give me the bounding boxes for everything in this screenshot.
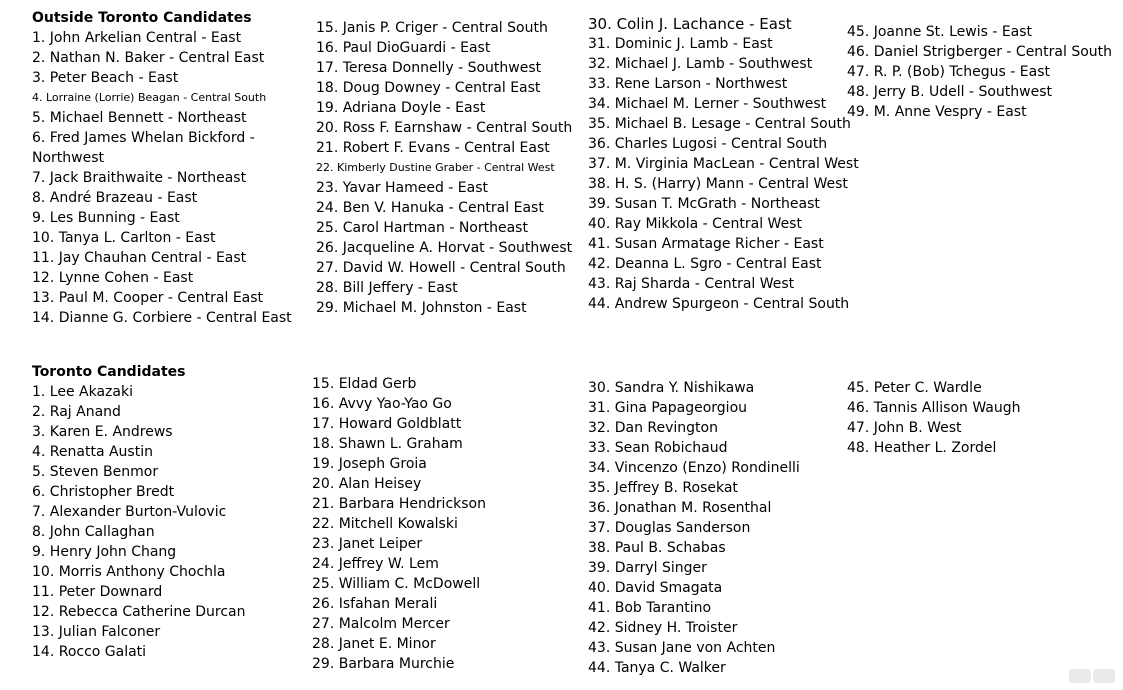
candidate-entry: 38. Paul B. Schabas — [588, 540, 726, 556]
candidate-entry: 8. John Callaghan — [32, 524, 155, 540]
outside-col-4 — [847, 22, 1113, 122]
candidate-entry: 13. Julian Falconer — [32, 624, 161, 640]
candidate-entry: 25. William C. McDowell — [312, 576, 481, 592]
candidate-entry: 48. Heather L. Zordel — [847, 440, 997, 456]
candidate-entry: 20. Ross F. Earnshaw - Central South — [316, 120, 573, 136]
candidate-entry: 1. John Arkelian Central - East — [32, 30, 242, 46]
candidate-entry: 24. Jeffrey W. Lem — [312, 556, 439, 572]
candidate-entry: 35. Jeffrey B. Rosekat — [588, 480, 738, 496]
candidate-entry: 44. Andrew Spurgeon - Central South — [588, 296, 850, 312]
candidate-entry: 43. Susan Jane von Achten — [588, 640, 776, 656]
candidate-entry: 22. Mitchell Kowalski — [312, 516, 458, 532]
candidate-entry: 34. Vincenzo (Enzo) Rondinelli — [588, 460, 800, 476]
candidate-entry: 20. Alan Heisey — [312, 476, 422, 492]
candidate-entry: 27. David W. Howell - Central South — [316, 260, 566, 276]
candidate-entry: 28. Janet E. Minor — [312, 636, 436, 652]
candidate-entry: 27. Malcolm Mercer — [312, 616, 450, 632]
outside-col-2 — [316, 18, 581, 318]
candidate-entry: 19. Joseph Groia — [312, 456, 427, 472]
candidate-entry: 24. Ben V. Hanuka - Central East — [316, 200, 544, 216]
candidate-entry: 43. Raj Sharda - Central West — [588, 276, 795, 292]
toronto-col-1 — [32, 382, 302, 662]
toronto-col-3 — [588, 378, 843, 678]
candidate-entry: 14. Dianne G. Corbiere - Central East — [32, 310, 292, 326]
candidate-entry: 12. Rebecca Catherine Durcan — [32, 604, 246, 620]
candidate-entry: 31. Gina Papageorgiou — [588, 400, 748, 416]
candidate-entry: 29. Barbara Murchie — [312, 656, 455, 672]
candidate-entry: 15. Janis P. Criger - Central South — [316, 20, 548, 36]
candidate-entry: 11. Peter Downard — [32, 584, 163, 600]
candidate-entry: 49. M. Anne Vespry - East — [847, 104, 1027, 120]
candidate-entry: 13. Paul M. Cooper - Central East — [32, 290, 264, 306]
candidate-entry: 45. Joanne St. Lewis - East — [847, 24, 1033, 40]
candidate-entry: 14. Rocco Galati — [32, 644, 147, 660]
outside-toronto-heading: Outside Toronto Candidates — [32, 10, 252, 26]
candidate-entry: 38. H. S. (Harry) Mann - Central West — [588, 176, 848, 192]
candidate-entry: 5. Michael Bennett - Northeast — [32, 110, 247, 126]
outside-col-3 — [588, 14, 859, 314]
outside-col-1 — [32, 28, 302, 328]
candidate-entry: 3. Peter Beach - East — [32, 70, 179, 86]
candidate-entry: 19. Adriana Doyle - East — [316, 100, 486, 116]
candidate-entry: 46. Tannis Allison Waugh — [847, 400, 1021, 416]
candidate-entry: 48. Jerry B. Udell - Southwest — [847, 84, 1052, 100]
candidate-entry: 7. Jack Braithwaite - Northeast — [32, 170, 247, 186]
candidate-entry: 47. R. P. (Bob) Tchegus - East — [847, 64, 1051, 80]
candidate-entry: 31. Dominic J. Lamb - East — [588, 36, 773, 52]
candidate-entry: 21. Barbara Hendrickson — [312, 496, 486, 512]
candidate-entry: 32. Dan Revington — [588, 420, 718, 436]
candidate-entry: 42. Sidney H. Troister — [588, 620, 738, 636]
candidate-entry: 7. Alexander Burton-Vulovic — [32, 504, 227, 520]
candidate-entry: 45. Peter C. Wardle — [847, 380, 982, 396]
candidate-entry: 1. Lee Akazaki — [32, 384, 133, 400]
candidate-entry: 3. Karen E. Andrews — [32, 424, 173, 440]
candidate-entry: 39. Darryl Singer — [588, 560, 707, 576]
candidate-entry: 18. Doug Downey - Central East — [316, 80, 541, 96]
candidate-entry: 2. Nathan N. Baker - Central East — [32, 50, 265, 66]
candidate-entry: 36. Jonathan M. Rosenthal — [588, 500, 772, 516]
toronto-heading: Toronto Candidates — [32, 364, 186, 380]
candidate-entry: 41. Bob Tarantino — [588, 600, 712, 616]
candidate-entry: 4. Renatta Austin — [32, 444, 153, 460]
candidate-entry: 11. Jay Chauhan Central - East — [32, 250, 247, 266]
candidate-entry: 34. Michael M. Lerner - Southwest — [588, 96, 827, 112]
candidate-entry: 23. Janet Leiper — [312, 536, 423, 552]
toronto-col-4 — [847, 378, 1107, 458]
candidate-entry: 16. Avvy Yao-Yao Go — [312, 396, 452, 412]
candidate-entry: 37. Douglas Sanderson — [588, 520, 751, 536]
candidate-entry: 30. Sandra Y. Nishikawa — [588, 380, 755, 396]
candidate-entry: 10. Tanya L. Carlton - East — [32, 230, 216, 246]
candidate-entry: 18. Shawn L. Graham — [312, 436, 463, 452]
candidate-entry: 47. John B. West — [847, 420, 962, 436]
candidate-entry: 42. Deanna L. Sgro - Central East — [588, 256, 822, 272]
candidate-entry: 25. Carol Hartman - Northeast — [316, 220, 528, 236]
candidate-entry: 15. Eldad Gerb — [312, 376, 417, 392]
candidate-entry: 17. Teresa Donnelly - Southwest — [316, 60, 542, 76]
candidate-entry: 40. David Smagata — [588, 580, 723, 596]
candidate-entry: 9. Les Bunning - East — [32, 210, 180, 226]
candidate-entry: 16. Paul DioGuardi - East — [316, 40, 491, 56]
candidate-entry: 4. Lorraine (Lorrie) Beagan - Central South — [32, 91, 267, 104]
candidate-entry: 41. Susan Armatage Richer - East — [588, 236, 824, 252]
candidate-entry: 29. Michael M. Johnston - East — [316, 300, 527, 316]
candidate-entry: 37. M. Virginia MacLean - Central West — [588, 156, 859, 172]
candidate-entry: 12. Lynne Cohen - East — [32, 270, 194, 286]
candidate-entry: 40. Ray Mikkola - Central West — [588, 216, 802, 232]
candidate-entry: 10. Morris Anthony Chochla — [32, 564, 226, 580]
candidate-entry: 6. Christopher Bredt — [32, 484, 175, 500]
candidate-entry: 32. Michael J. Lamb - Southwest — [588, 56, 813, 72]
candidate-entry: 21. Robert F. Evans - Central East — [316, 140, 550, 156]
candidate-entry: 23. Yavar Hameed - East — [316, 180, 489, 196]
candidate-entry: 28. Bill Jeffery - East — [316, 280, 458, 296]
candidate-entry: 22. Kimberly Dustine Graber - Central West — [316, 161, 555, 174]
toronto-col-2 — [312, 374, 577, 674]
candidate-entry: 33. Sean Robichaud — [588, 440, 728, 456]
candidate-entry: 6. Fred James Whelan Bickford - Northwest — [32, 130, 255, 166]
candidate-entry: 8. André Brazeau - East — [32, 190, 198, 206]
candidate-entry: 35. Michael B. Lesage - Central South — [588, 116, 851, 132]
candidate-entry: 44. Tanya C. Walker — [588, 660, 726, 676]
candidate-entry: 26. Isfahan Merali — [312, 596, 438, 612]
candidate-entry: 17. Howard Goldblatt — [312, 416, 462, 432]
candidate-entry: 33. Rene Larson - Northwest — [588, 76, 788, 92]
candidate-entry: 30. Colin J. Lachance - East — [588, 15, 792, 33]
candidate-entry: 39. Susan T. McGrath - Northeast — [588, 196, 820, 212]
candidate-entry: 5. Steven Benmor — [32, 464, 159, 480]
candidate-entry: 2. Raj Anand — [32, 404, 121, 420]
candidate-entry: 26. Jacqueline A. Horvat - Southwest — [316, 240, 573, 256]
candidate-entry: 9. Henry John Chang — [32, 544, 177, 560]
watermark-logo — [1067, 668, 1117, 684]
candidate-entry: 46. Daniel Strigberger - Central South — [847, 44, 1113, 60]
candidate-entry: 36. Charles Lugosi - Central South — [588, 136, 828, 152]
